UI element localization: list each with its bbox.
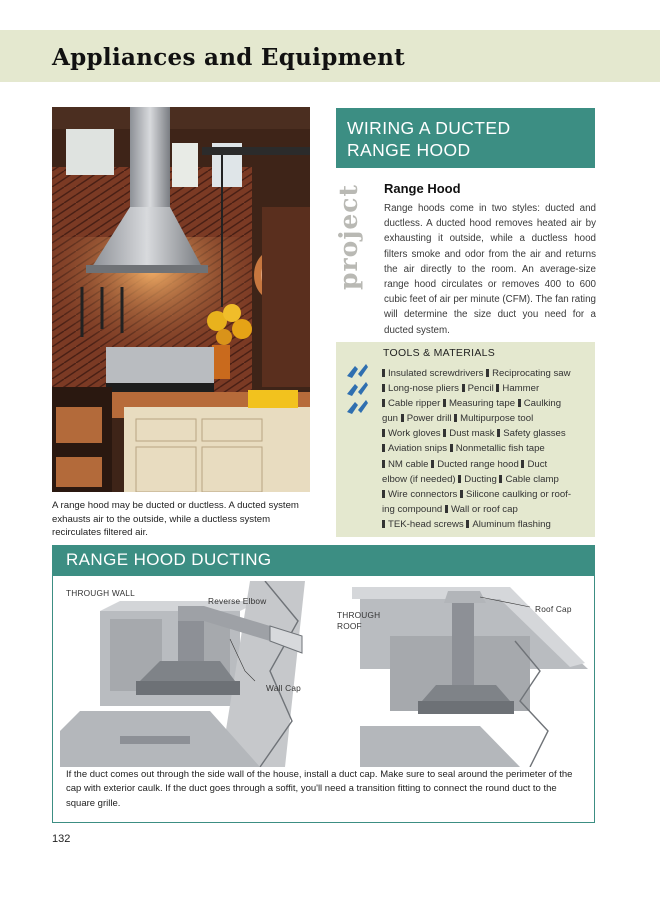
tool-item-label: Aviation snips — [388, 443, 448, 455]
label-through-roof-1: THROUGH — [337, 610, 381, 620]
bullet-icon — [382, 460, 385, 468]
bullet-icon — [497, 429, 500, 437]
tool-item — [443, 398, 515, 409]
tool-item — [450, 443, 545, 454]
project-heading-line-1: WIRING A DUCTED — [347, 118, 511, 138]
tools-icon — [344, 360, 370, 420]
project-heading — [336, 108, 595, 168]
tool-item-label: Cable clamp — [505, 473, 559, 485]
tool-item — [466, 519, 550, 530]
photo-caption: A range hood may be ducted or ductless. A ducted system exhausts air to the outside, while a ductless system recirculates filtered air. — [52, 500, 299, 538]
tool-item — [382, 474, 456, 485]
tool-item — [486, 368, 570, 379]
ducting-heading: RANGE HOOD DUCTING — [52, 545, 595, 576]
tool-item-label: Measuring tape — [448, 398, 516, 410]
tool-item — [460, 489, 571, 500]
through-wall-diagram — [60, 581, 305, 767]
tool-item-label: Long-nose pliers — [388, 383, 459, 395]
tool-item — [382, 428, 441, 439]
bullet-icon — [460, 490, 463, 498]
bullet-icon — [431, 460, 434, 468]
ducting-caption: If the duct comes out through the side wall of the house, install a duct cap. Make sure to seal around the perimeter of the cap with exterior caulk. If the duct goes through a soffit, you'll need a transition fitting to connect the round duct to the square grille. — [66, 769, 573, 809]
tool-item-label: gun — [382, 413, 399, 425]
project-heading-line-2: RANGE HOOD — [347, 140, 471, 160]
section-title: Range Hood — [384, 181, 461, 196]
tool-item — [521, 459, 547, 470]
tools-line — [382, 472, 592, 487]
tools-line — [382, 366, 592, 381]
tool-item — [496, 383, 539, 394]
tool-item — [382, 413, 398, 424]
bullet-icon — [382, 384, 385, 392]
tool-item-label: Reciprocating saw — [492, 368, 571, 379]
tool-item-label: Insulated screwdrivers — [388, 368, 484, 379]
tools-line — [382, 426, 592, 441]
bullet-icon — [382, 399, 385, 407]
through-roof-diagram — [352, 587, 588, 767]
tool-item-label: Multipurpose tool — [460, 413, 534, 425]
label-reverse-elbow: Reverse Elbow — [208, 596, 267, 606]
bullet-icon — [458, 475, 461, 483]
tool-item-label: Cable ripper — [388, 398, 441, 410]
bullet-icon — [496, 384, 499, 392]
bullet-icon — [486, 369, 489, 377]
bullet-icon — [382, 520, 385, 528]
ducting-diagram — [60, 581, 590, 767]
tool-item-label: elbow (if needed) — [382, 473, 456, 485]
tool-item-label: ing compound — [382, 503, 443, 515]
tools-line — [382, 396, 592, 411]
bullet-icon — [382, 490, 385, 498]
tool-item-label: Safety glasses — [503, 428, 566, 440]
label-through-wall: THROUGH WALL — [66, 588, 135, 598]
project-side-label: project — [334, 183, 363, 290]
tool-item — [431, 459, 519, 470]
bullet-icon — [445, 505, 448, 513]
kitchen-photo — [52, 107, 310, 492]
tool-item — [443, 428, 494, 439]
tool-item-label: TEK-head screws — [388, 518, 464, 530]
tools-line — [382, 502, 592, 517]
bullet-icon — [518, 399, 521, 407]
tool-item — [499, 474, 558, 485]
tools-line — [382, 411, 592, 426]
tools-line — [382, 487, 592, 502]
bullet-icon — [443, 399, 446, 407]
tool-item — [454, 413, 533, 424]
label-through-roof-2: ROOF — [337, 621, 362, 631]
tool-item-label: Wall or roof cap — [450, 503, 518, 515]
tool-item — [497, 428, 565, 439]
tool-item-label: Ducting — [464, 473, 497, 485]
tool-item-label: Pencil — [467, 383, 494, 395]
label-wall-cap: Wall Cap — [266, 683, 301, 693]
tool-item-label: Ducted range hood — [437, 458, 519, 470]
bullet-icon — [401, 414, 404, 422]
tool-item-label: Aluminum flashing — [472, 518, 551, 530]
tool-item-label: Power drill — [406, 413, 452, 425]
tool-item — [382, 368, 483, 379]
tool-item — [445, 504, 518, 515]
section-body: Range hoods come in two styles: ducted and ductless. A ducted hood removes heated air by exhausting it outside, while a ductless hood filters smoke and odor from the air and returns the air directly to the room. An average-size range hood circulates or removes 400 to 600 cubic feet of air per minute (CFM). The fan rating will determine the size duct you need for a ducted system. — [384, 203, 596, 336]
tool-item — [382, 489, 457, 500]
tool-item — [382, 519, 464, 530]
tool-item-label: Silicone caulking or roof- — [465, 488, 572, 500]
bullet-icon — [450, 444, 453, 452]
tool-item — [401, 413, 452, 424]
tool-item — [518, 398, 561, 409]
bullet-icon — [443, 429, 446, 437]
bullet-icon — [462, 384, 465, 392]
bullet-icon — [382, 369, 385, 377]
bullet-icon — [499, 475, 502, 483]
tools-line — [382, 381, 592, 396]
tool-item — [382, 443, 447, 454]
label-roof-cap: Roof Cap — [535, 604, 572, 614]
page-number: 132 — [52, 833, 71, 845]
bullet-icon — [466, 520, 469, 528]
tool-item-label: NM cable — [388, 458, 429, 470]
tool-item-label: Dust mask — [449, 428, 495, 440]
tool-item — [458, 474, 497, 485]
tool-item — [382, 383, 459, 394]
tool-item — [462, 383, 494, 394]
tool-item — [382, 398, 440, 409]
tool-item — [382, 504, 442, 515]
tool-item-label: Work gloves — [388, 428, 441, 440]
tool-item-label: Caulking — [523, 398, 562, 410]
tool-item-label: Nonmetallic fish tape — [455, 443, 545, 455]
tool-item-label: Duct — [527, 458, 548, 470]
tools-line — [382, 441, 592, 456]
bullet-icon — [454, 414, 457, 422]
tools-heading: TOOLS & MATERIALS — [383, 347, 496, 359]
tools-line — [382, 457, 592, 472]
tools-line — [382, 517, 592, 532]
tool-item — [382, 459, 429, 470]
tool-item-label: Wire connectors — [388, 488, 458, 500]
bullet-icon — [521, 460, 524, 468]
tools-list — [382, 366, 592, 532]
tool-item-label: Hammer — [502, 383, 540, 395]
page-title: Appliances and Equipment — [52, 44, 406, 71]
bullet-icon — [382, 429, 385, 437]
bullet-icon — [382, 444, 385, 452]
